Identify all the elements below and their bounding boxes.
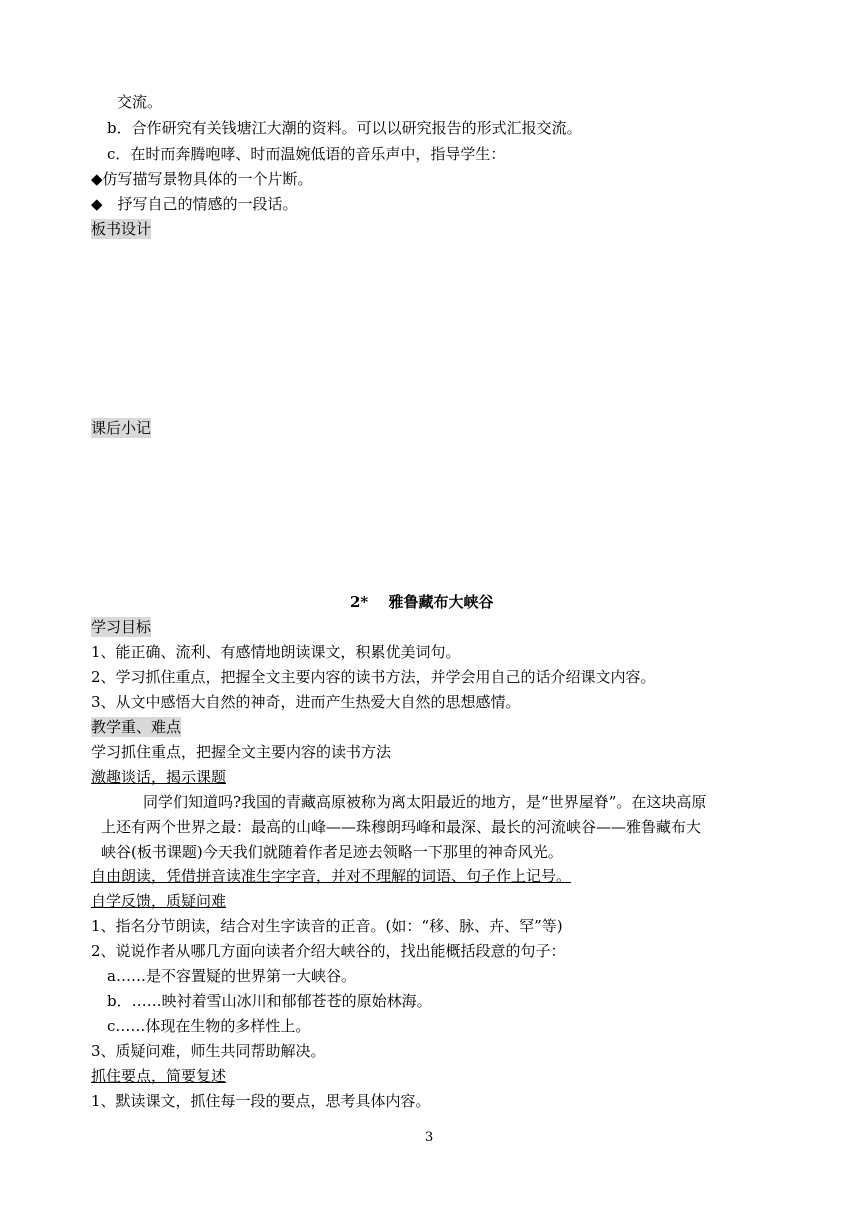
keypoints-text: 学习抓住重点，把握全文主要内容的读书方法 xyxy=(91,743,392,761)
section-heading-retell: 抓住要点，简要复述 xyxy=(91,1067,227,1085)
feedback-subitem: b．……映衬着雪山冰川和郁郁苍苍的原始林海。 xyxy=(107,992,432,1010)
paragraph-line: 交流。 xyxy=(117,93,163,111)
section-heading-feedback: 自学反馈，质疑问难 xyxy=(91,892,227,910)
goal-item: 2、学习抓住重点，把握全文主要内容的读书方法，并学会用自己的话介绍课文内容。 xyxy=(91,668,656,686)
feedback-subitem: a……是不容置疑的世界第一大峡谷。 xyxy=(107,967,356,985)
intro-line: 峡谷(板书课题)今天我们就随着作者足迹去领略一下那里的神奇风光。 xyxy=(101,843,563,861)
intro-line: 同学们知道吗?我国的青藏高原被称为离太阳最近的地方，是“世界屋脊”。在这块高原 xyxy=(143,793,707,811)
page-number: 3 xyxy=(425,1130,434,1145)
retell-item: 1、默读课文，抓住每一段的要点，思考具体内容。 xyxy=(91,1092,431,1110)
goal-item: 3、从文中感悟大自然的神奇，进而产生热爱大自然的思想感情。 xyxy=(91,693,521,711)
intro-line: 上还有两个世界之最：最高的山峰——珠穆朗玛峰和最深、最长的河流峡谷——雅鲁藏布大 xyxy=(101,818,702,836)
section-heading-intro: 激趣谈话，揭示课题 xyxy=(91,768,227,786)
section-heading-after-notes: 课后小记 xyxy=(91,419,152,437)
lesson-title: 2* 雅鲁藏布大峡谷 xyxy=(350,593,494,611)
feedback-item: 2、说说作者从哪几方面向读者介绍大峡谷的，找出能概括段意的句子： xyxy=(91,942,566,960)
goal-item: 1、能正确、流利、有感情地朗读课文，积累优美词句。 xyxy=(91,643,461,661)
section-heading-goals: 学习目标 xyxy=(91,618,152,636)
bullet-line: ◆ 抒写自己的情感的一段话。 xyxy=(91,195,298,213)
paragraph-line: c．在时而奔腾咆哮、时而温婉低语的音乐声中，指导学生： xyxy=(107,145,506,163)
feedback-subitem: c……体现在生物的多样性上。 xyxy=(107,1017,311,1035)
feedback-item: 1、指名分节朗读，结合对生字读音的正音。(如：“移、脉、卉、罕”等) xyxy=(91,917,563,935)
bullet-line: ◆仿写描写景物具体的一个片断。 xyxy=(91,170,313,188)
section-heading-board-design: 板书设计 xyxy=(91,220,152,238)
paragraph-line: b．合作研究有关钱塘江大潮的资料。可以以研究报告的形式汇报交流。 xyxy=(107,119,582,137)
feedback-item: 3、质疑问难，师生共同帮助解决。 xyxy=(91,1042,326,1060)
free-read-line: 自由朗读，凭借拼音读准生字字音，并对不理解的词语、句子作上记号。 xyxy=(91,867,572,885)
section-heading-keypoints: 教学重、难点 xyxy=(91,718,182,736)
